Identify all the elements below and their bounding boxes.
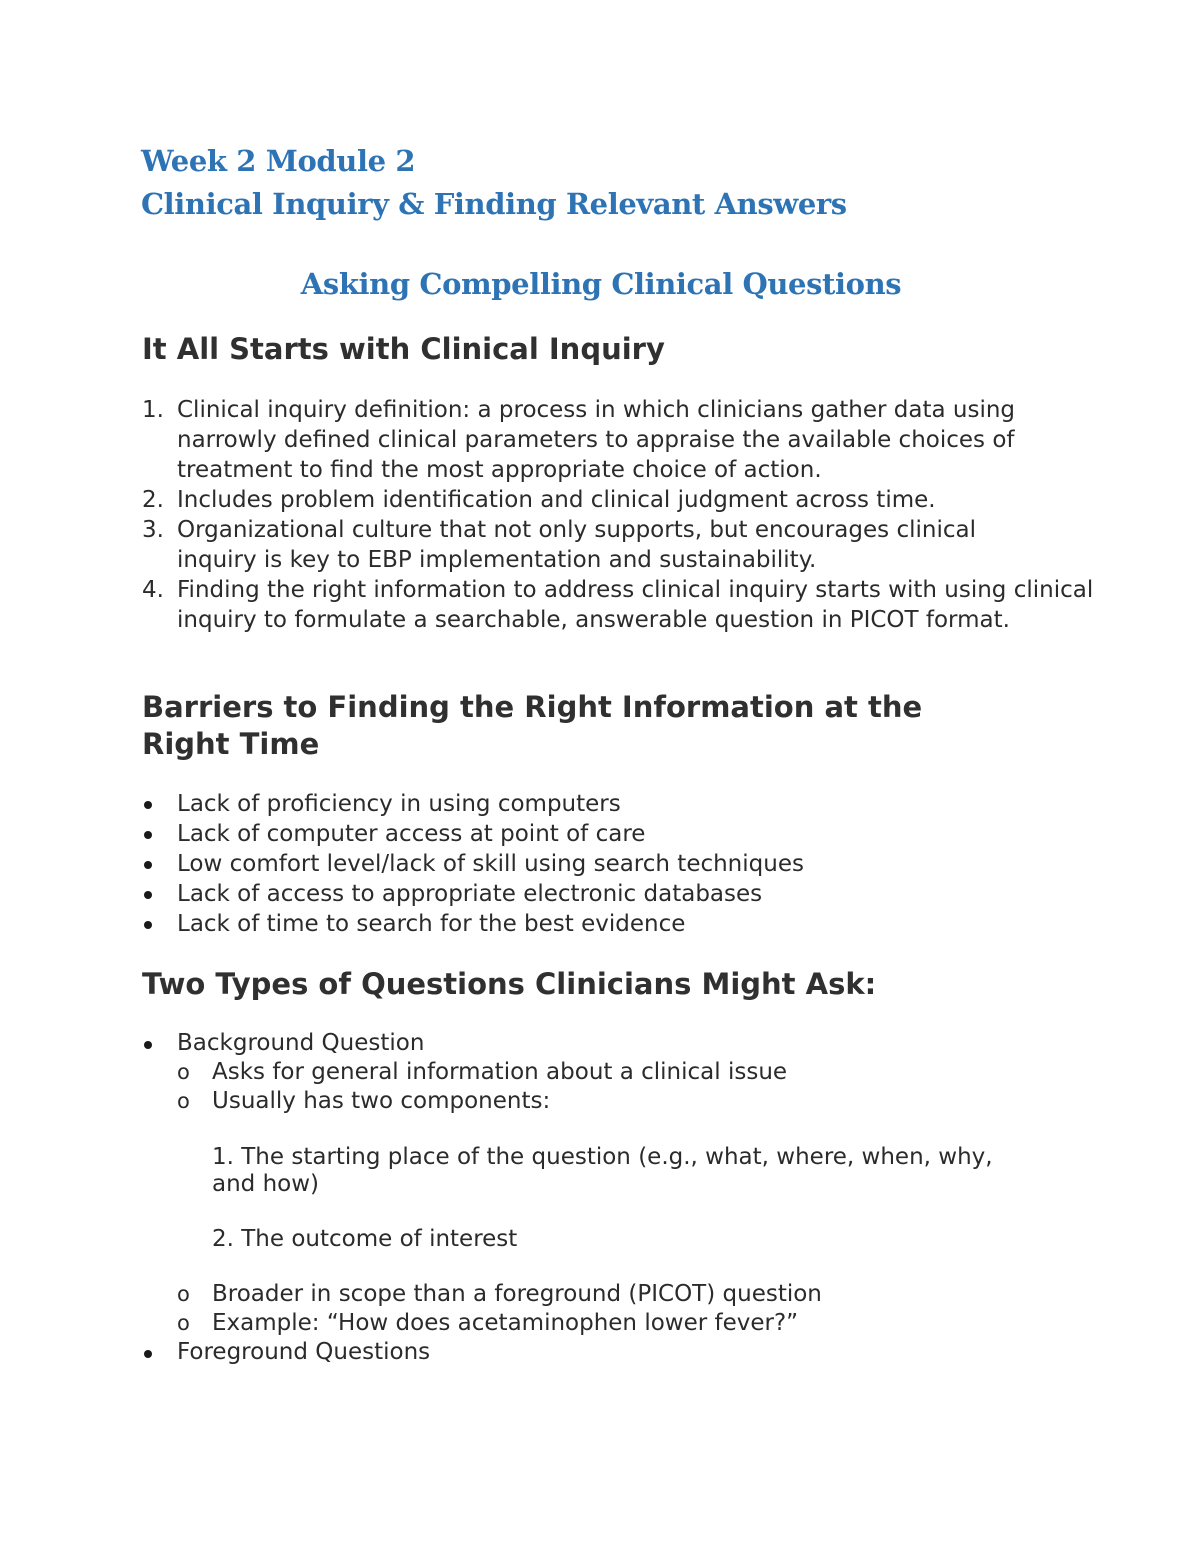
list-item-text: Background Question bbox=[177, 1030, 425, 1056]
section-heading-clinical-inquiry: It All Starts with Clinical Inquiry bbox=[142, 332, 665, 366]
list-item-text: Foreground Questions bbox=[177, 1339, 431, 1365]
circle-bullet-icon: o bbox=[177, 1089, 190, 1113]
list-item-text: Low comfort level/lack of skill using search techniques bbox=[177, 851, 804, 877]
heading-line-2: Right Time bbox=[142, 727, 320, 761]
background-sublist bbox=[177, 1058, 1022, 1338]
sublist-item bbox=[177, 1309, 1022, 1338]
list-item-background-question bbox=[142, 1029, 1022, 1338]
document-subtitle bbox=[0, 263, 1200, 306]
list-item-text: Organizational culture that not only supports, but encourages clinical inquiry is key to EBP implementation and sustainability. bbox=[177, 517, 976, 573]
list-number: 2. bbox=[142, 487, 164, 513]
title-line-2: Clinical Inquiry & Finding Relevant Answers bbox=[141, 187, 847, 221]
list-item bbox=[142, 395, 1077, 485]
sublist-item-text: Usually has two components: bbox=[212, 1088, 551, 1114]
section-heading-question-types: Two Types of Questions Clinicians Might Ask: bbox=[142, 967, 877, 1001]
list-item-text: Finding the right information to address clinical inquiry starts with using clinical inquiry to formulate a searchable, answerable question in PICOT format. bbox=[177, 577, 1094, 633]
list-item bbox=[142, 515, 997, 575]
list-item-text: Clinical inquiry definition: a process in which clinicians gather data using narrowly defined clinical parameters to appraise the available choices of treatment to find the most appropriate choice of action. bbox=[177, 397, 1016, 483]
list-item-text: Lack of computer access at point of care bbox=[177, 821, 646, 847]
sublist-item-text: Example: “How does acetaminophen lower fever?” bbox=[212, 1310, 799, 1336]
list-number: 4. bbox=[142, 577, 164, 603]
list-item bbox=[142, 849, 804, 879]
document-title bbox=[141, 140, 847, 226]
barriers-list bbox=[142, 789, 804, 939]
sublist-item-text: Broader in scope than a foreground (PICOT) question bbox=[212, 1281, 822, 1307]
list-item-text: Lack of time to search for the best evidence bbox=[177, 911, 686, 937]
list-item-text: Includes problem identification and clinical judgment across time. bbox=[177, 487, 936, 513]
heading-line-1: Barriers to Finding the Right Information at the bbox=[142, 690, 923, 724]
sublist-item bbox=[177, 1087, 1022, 1280]
circle-bullet-icon: o bbox=[177, 1311, 190, 1335]
subtitle-text: Asking Compelling Clinical Questions bbox=[300, 267, 902, 301]
title-line-1: Week 2 Module 2 bbox=[141, 144, 416, 178]
list-item-foreground-questions bbox=[142, 1338, 1022, 1367]
list-item bbox=[142, 909, 804, 939]
sublist-item bbox=[177, 1280, 1022, 1309]
component-2: 2. The outcome of interest bbox=[212, 1226, 518, 1252]
list-item bbox=[142, 789, 804, 819]
clinical-inquiry-list bbox=[142, 395, 1097, 635]
list-item bbox=[142, 879, 804, 909]
section-heading-barriers bbox=[142, 689, 922, 763]
list-item-text: Lack of proficiency in using computers bbox=[177, 791, 621, 817]
list-number: 1. bbox=[142, 397, 164, 423]
list-item bbox=[142, 575, 1097, 635]
circle-bullet-icon: o bbox=[177, 1282, 190, 1306]
list-item-text: Lack of access to appropriate electronic databases bbox=[177, 881, 763, 907]
question-types-list bbox=[142, 1029, 1022, 1367]
list-number: 3. bbox=[142, 517, 164, 543]
sublist-item-text: Asks for general information about a clinical issue bbox=[212, 1059, 788, 1085]
sublist-item bbox=[177, 1058, 1022, 1087]
component-1: 1. The starting place of the question (e.g., what, where, when, why, and how) bbox=[212, 1144, 993, 1197]
list-item bbox=[142, 819, 804, 849]
circle-bullet-icon: o bbox=[177, 1060, 190, 1084]
list-item bbox=[142, 485, 1077, 515]
